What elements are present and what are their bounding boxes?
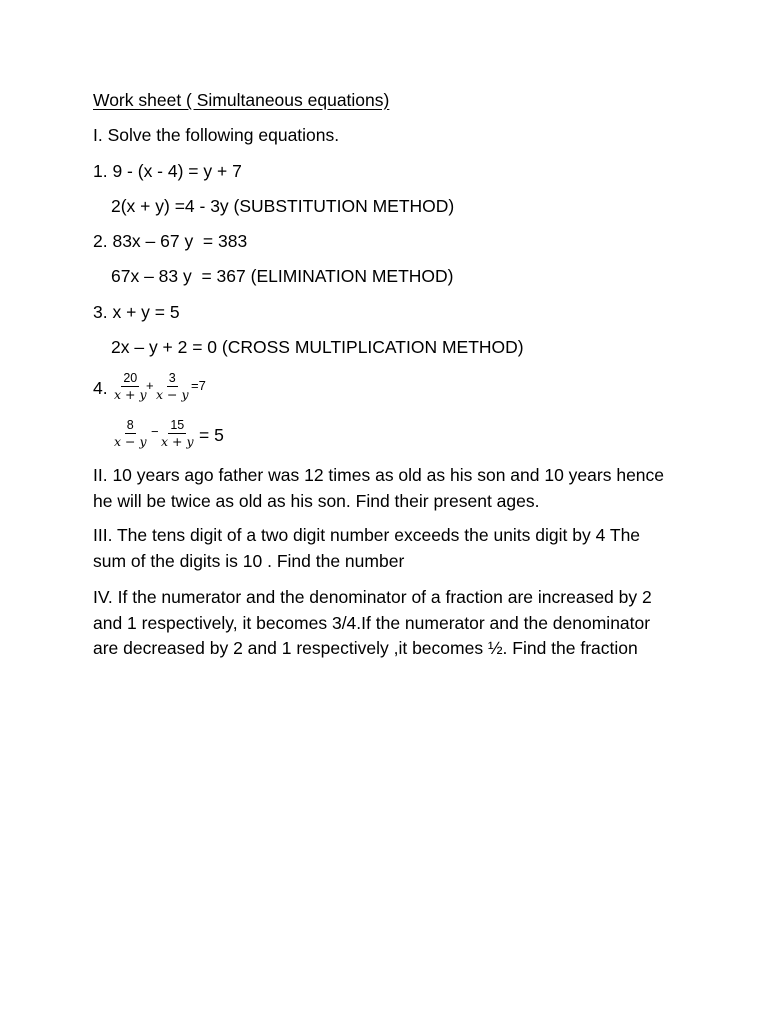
- section-3-problem: III. The tens digit of a two digit number exceeds the units digit by 4 The sum of the digits is 10 . Find the number: [93, 525, 641, 571]
- q2-equation-1: 2. 83x – 67 y = 383: [93, 231, 248, 251]
- fraction-numerator: 20: [123, 371, 138, 385]
- fraction-denominator: x − y: [156, 387, 189, 402]
- q1-equation-1: 1. 9 - (x - 4) = y + 7: [93, 161, 242, 181]
- q4-number: 4.: [93, 378, 108, 398]
- q1-equation-2: 2(x + y) =4 - 3y (SUBSTITUTION METHOD): [111, 196, 455, 216]
- q4-eq2-fraction-2: [161, 418, 194, 449]
- section-4-problem: IV. If the numerator and the denominator of a fraction are increased by 2 and 1 respectively, it becomes 3/4.If the numerator and the denominator are decreased by 2 and 1 respectively ,it becomes ½. Find the fraction: [93, 587, 652, 658]
- fraction-numerator: 8: [126, 418, 134, 432]
- q3-equation-1: 3. x + y = 5: [93, 302, 180, 322]
- q4-eq2-operator: −: [151, 424, 159, 439]
- q4-eq1-fraction-1: [114, 371, 147, 402]
- fraction-denominator: x − y: [114, 434, 147, 449]
- section-2-problem: II. 10 years ago father was 12 times as old as his son and 10 years hence he will be twice as old as his son. Find their present ages.: [93, 465, 665, 511]
- fraction-denominator: x + y: [161, 434, 194, 449]
- q4-eq1-operator: +: [146, 378, 154, 393]
- q4-eq2-fraction-1: [114, 418, 147, 449]
- q4-eq1-fraction-2: [156, 371, 189, 402]
- section-1-heading: I. Solve the following equations.: [93, 125, 340, 145]
- fraction-denominator: x + y: [114, 387, 147, 402]
- q4-eq2-rhs: = 5: [199, 425, 224, 445]
- worksheet-title: Work sheet ( Simultaneous equations): [93, 90, 390, 110]
- q4-eq1-rhs: =7: [191, 378, 206, 393]
- fraction-numerator: 15: [170, 418, 185, 432]
- q3-equation-2: 2x – y + 2 = 0 (CROSS MULTIPLICATION METHOD): [111, 337, 524, 357]
- fraction-numerator: 3: [168, 371, 176, 385]
- q2-equation-2: 67x – 83 y = 367 (ELIMINATION METHOD): [111, 266, 454, 286]
